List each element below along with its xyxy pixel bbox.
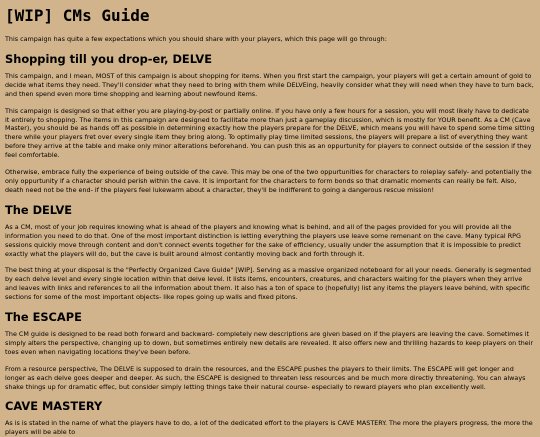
section-paragraph: The best thing at your disposal is the "Perfectly Organized Cave Guide" [WIP]. Serving as a massive organized noteboard for all your needs. Generally is segmented by each delve level and every single location within that delve level. It lists items, encounters, creatures, and characters waiting for the players when they arrive and leaves with links and references to all the information about them. It also has a ton of space to (hopefully) list any items the players leave behind, with specific sections for some of the most important objects- like ropes going up walls and fixed pitons. xyxy=(5,266,531,302)
section-paragraph: This campaign is designed so that either you are playing-by-post or partially online. If you have only a few hours for a session, you will most likely have to dedicate it entirely to shopping. The items in this campaign are designed to facilitate more than just a gameplay discussion, which is mostly for YOUR benefit. As a CM (Cave Master), you should be as hands off as possible in determining exactly how the players prepare for the DELVE, which means you will have to spend some time sitting there while your players fret over every single item they bring along. To optimally play time limited sessions, the players will prepare a list of everything they want before they arrive at the table and make only minor alterations beforehand. You can push this as an oppurtunity for players to connect outside of the session if they feel comfortable. xyxy=(5,106,535,160)
page-title: [WIP] CMs Guide xyxy=(5,6,150,25)
section-paragraph: As is is stated in the name of what the players have to do, a lot of the dedicated effort to the players is CAVE MASTERY. The more the players progress, the more the players will be able to xyxy=(5,419,533,437)
section-paragraph: As a CM, most of your job requires knowing what is ahead of the players and knowing what is behind, and all of the pages provided for you will provide all the information you need to do that. One of the most important distinction is letting everything the players use leave some remenant on the cave. Many typical RPG sessions quickly move through content and don't connect events together for the sake of efficiency, usually under the assumption that it is impossible to predict exactly what the players will do, but the cave is built around almost contantly moving back and forth through it. xyxy=(5,222,521,258)
section-paragraph: This campaign, and I mean, MOST of this campaign is about shopping for items. When you first start the campaign, your players will get a certain amount of gold to decide what items they need. They'll consider what they need to bring with them while DELVEing, heavily consider what they will need when they have to turn back, and then spend even more time shopping and learning about newfound items. xyxy=(5,71,534,98)
section-paragraph: Otherwise, embrace fully the experience of being outside of the cave. This may be one of the two oppurtunities for characters to roleplay safely- and potentially the only oppurtunity if a character should perish within the cave. It is important for the characters to form bonds so that dramatic moments can really be felt. Also, death need not be the end- if the players feel lukewarm about a character, they'll be indifferent to going a dangerous rescue mission! xyxy=(5,168,532,194)
intro-text: This campaign has quite a few expectations which you should share with your players, which this page will go through: xyxy=(5,35,387,43)
section-heading-escape: The ESCAPE xyxy=(5,310,82,325)
section-heading-delve: The DELVE xyxy=(5,202,73,217)
section-paragraph: The CM guide is designed to be read both forward and backward- completely new descriptions are given based on if the players are leaving the cave. Sometimes it simply alters the perspective, changing up to down, but sometimes entirely new details are revealed. It also offers new and thrilling hazards to keep players on their toes even when navigating locations they've been before. xyxy=(5,330,534,356)
section-heading-cave-mastery: CAVE MASTERY xyxy=(5,399,103,414)
section-paragraph: From a resource perspective, The DELVE is supposed to drain the resources, and the ESCAPE pushes the players to their limits. The ESCAPE will get longer and longer as each delve goes deeper and deeper. As such, the ESCAPE is designed to threaten less resources and be much more directly threatening. You can always shake things up for dramatic effec, but consider simply letting things take their natural course- especially to reward players who plan excellently well. xyxy=(5,364,526,391)
section-heading-shopping: Shopping till you drop-er, DELVE xyxy=(5,51,212,66)
